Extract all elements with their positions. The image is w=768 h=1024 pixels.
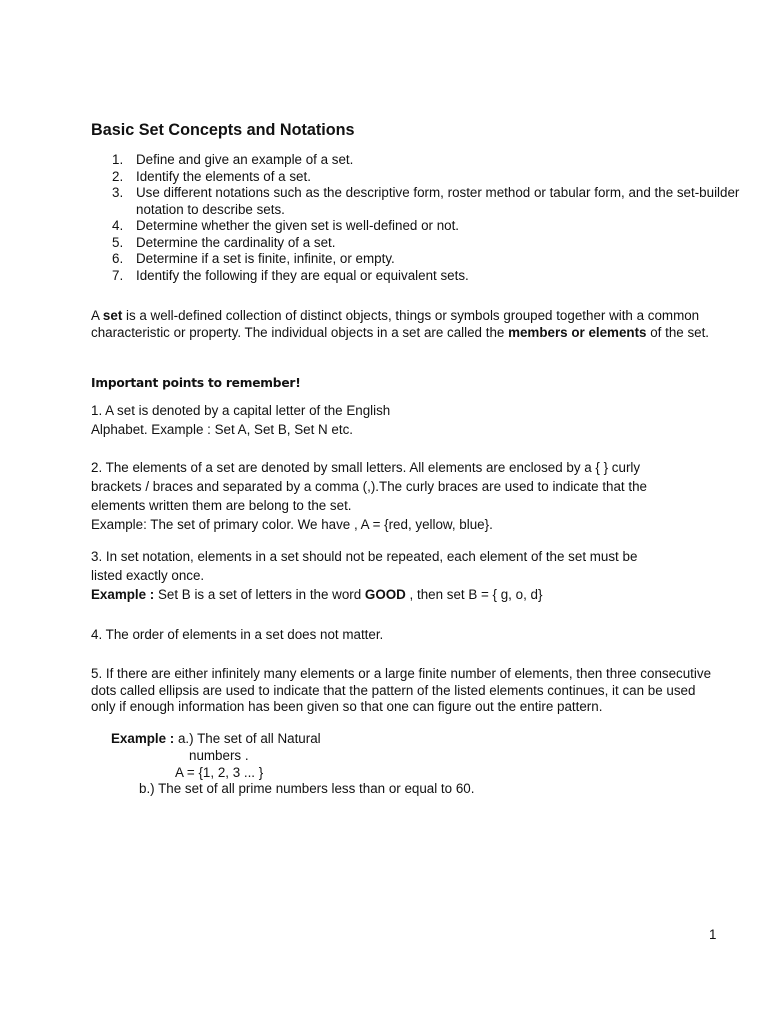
example-text: , then set B = { g, o, d} xyxy=(405,587,543,602)
list-number: 1. xyxy=(112,152,124,167)
point-1-line: 1. A set is denoted by a capital letter of the English xyxy=(91,403,391,418)
list-text: Determine whether the given set is well-defined or not. xyxy=(136,218,460,233)
list-item xyxy=(112,234,768,252)
list-text: Determine the cardinality of a set. xyxy=(136,234,336,250)
list-number: 5. xyxy=(112,234,124,250)
example-word: GOOD xyxy=(364,587,406,602)
list-number: 2. xyxy=(112,168,124,184)
list-item xyxy=(112,152,768,169)
point-3-text: 3. In set notation, elements in a set should not be repeated, each element of the set must be listed exactly once. xyxy=(91,549,638,583)
list-number: 4. xyxy=(112,218,124,233)
list-number: 6. xyxy=(112,251,124,266)
example-5-line-a2: numbers . xyxy=(189,748,249,763)
example-5-line-b: b.) The set of all prime numbers less than or equal to 60. xyxy=(139,781,475,796)
definition-members-term: members or elements xyxy=(508,324,647,340)
definition-text: is a well-defined collection of distinct objects, things or symbols grouped together with a common characteristic or property. The individual objects in a set are called the xyxy=(91,308,700,340)
document-title: Basic Set Concepts and Notations xyxy=(91,121,355,139)
example-label: Example : xyxy=(111,731,175,746)
example-5-set: A = {1, 2, 3 ... } xyxy=(175,765,264,780)
point-2 xyxy=(91,458,671,534)
example-text: Set B is a set of letters in the word xyxy=(154,587,365,602)
point-3 xyxy=(91,547,671,604)
point-4: 4. The order of elements in a set does not matter. xyxy=(91,627,384,642)
point-5: 5. If there are either infinitely many elements or a large finite number of elements, then three consecutive dots called ellipsis are used to indicate that the pattern of the listed elements continues, it can be used only if enough information has been given so that one can figure out the entire pattern. xyxy=(91,666,712,714)
definition-text: A xyxy=(91,308,103,323)
point-3-example xyxy=(91,585,671,604)
list-text: Define and give an example of a set. xyxy=(136,152,354,167)
page-number: 1 xyxy=(709,927,717,942)
point-1 xyxy=(91,401,511,439)
list-text: Use different notations such as the descriptive form, roster method or tabular form, and the set-builder notation to describe sets. xyxy=(136,185,740,217)
definition-term: set xyxy=(102,308,123,323)
list-item xyxy=(112,185,768,218)
point-2-example: Example: The set of primary color. We have , A = {red, yellow, blue}. xyxy=(91,517,493,532)
example-label: Example : xyxy=(91,587,155,602)
definition-text: of the set. xyxy=(646,324,710,340)
example-text: a.) The set of all Natural xyxy=(174,731,321,746)
list-item xyxy=(112,267,768,285)
list-item xyxy=(112,168,768,186)
set-definition-paragraph xyxy=(91,308,731,341)
important-points-heading: Important points to remember! xyxy=(91,376,301,390)
list-text: Identify the following if they are equal or equivalent sets. xyxy=(136,267,469,283)
point-2-text: 2. The elements of a set are denoted by small letters. All elements are enclosed by a { } curly brackets / braces and separated by a comma (,).The curly braces are used to indicate that the elements written them are belong to the set. xyxy=(91,460,647,513)
point-1-line: Alphabet. Example : Set A, Set B, Set N etc. xyxy=(91,422,353,437)
list-number: 3. xyxy=(112,185,124,200)
list-text: Determine if a set is finite, infinite, or empty. xyxy=(136,251,395,266)
objectives-list xyxy=(91,152,768,284)
list-item xyxy=(112,251,768,268)
list-number: 7. xyxy=(112,267,124,283)
list-text: Identify the elements of a set. xyxy=(136,168,311,184)
list-item xyxy=(112,218,768,235)
example-5-line-a xyxy=(111,731,321,748)
